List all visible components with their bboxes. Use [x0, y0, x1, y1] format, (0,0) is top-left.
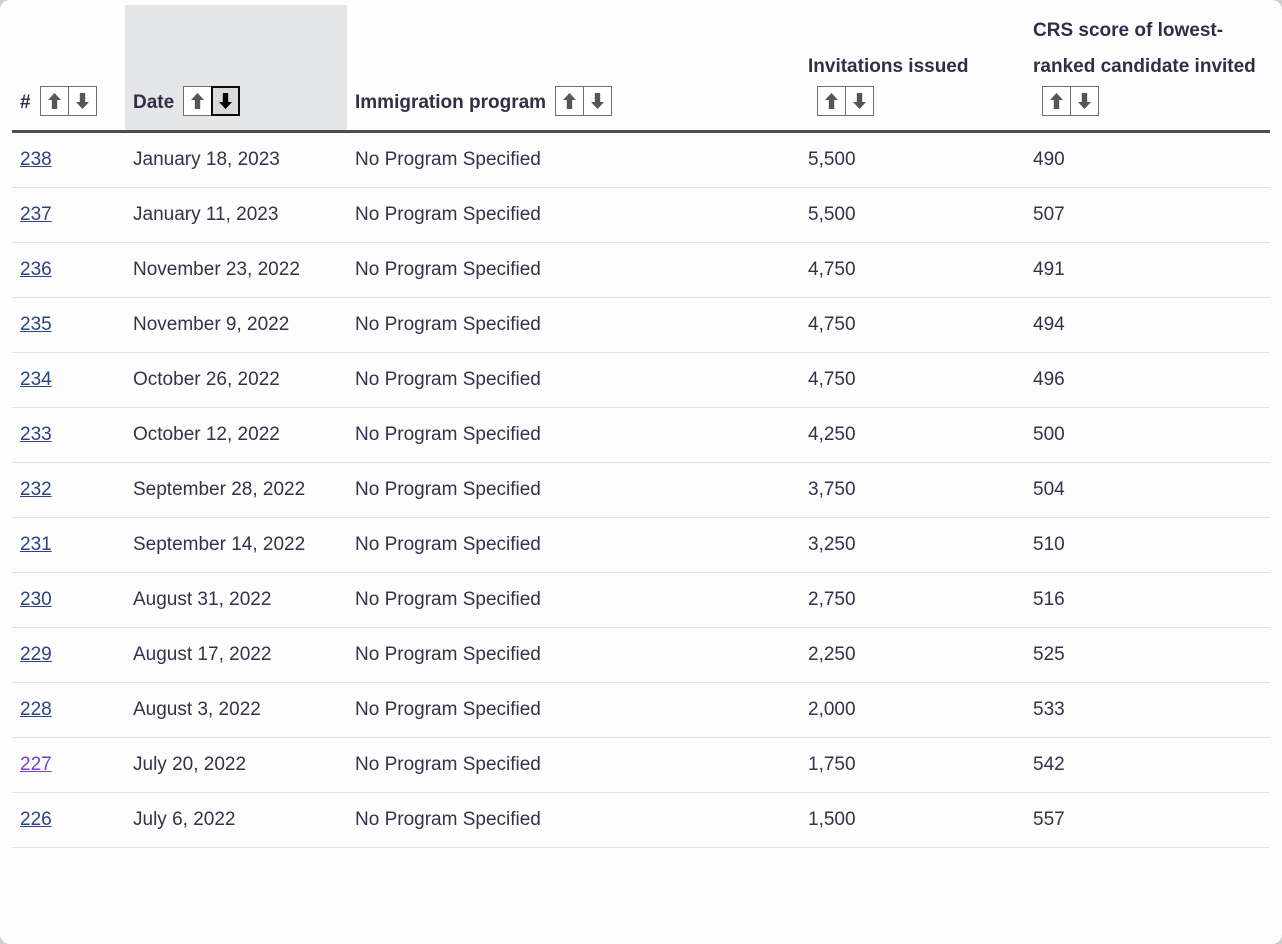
- invitations-cell: 5,500: [800, 188, 1025, 243]
- round-number-link[interactable]: 226: [20, 809, 52, 830]
- column-header-label: #: [20, 92, 31, 113]
- round-number-cell: [12, 463, 125, 518]
- date-cell: November 9, 2022: [125, 298, 347, 353]
- invitations-cell: 2,000: [800, 683, 1025, 738]
- sort-descending-button[interactable]: [1070, 86, 1099, 116]
- date-cell: August 17, 2022: [125, 628, 347, 683]
- round-number-cell: [12, 738, 125, 793]
- column-header-invitations: [800, 5, 1025, 132]
- crs-score-cell: 504: [1025, 463, 1270, 518]
- program-cell: No Program Specified: [347, 573, 800, 628]
- sort-descending-button[interactable]: [68, 86, 97, 116]
- table-row: [12, 353, 1270, 408]
- program-cell: No Program Specified: [347, 298, 800, 353]
- sort-buttons: [183, 86, 240, 116]
- table-row: [12, 683, 1270, 738]
- program-cell: No Program Specified: [347, 518, 800, 573]
- crs-score-cell: 542: [1025, 738, 1270, 793]
- round-number-cell: [12, 628, 125, 683]
- sort-descending-icon: [591, 93, 604, 109]
- date-cell: August 31, 2022: [125, 573, 347, 628]
- invitations-cell: 2,750: [800, 573, 1025, 628]
- date-cell: October 12, 2022: [125, 408, 347, 463]
- crs-score-cell: 525: [1025, 628, 1270, 683]
- round-number-link[interactable]: 233: [20, 424, 52, 445]
- sort-descending-icon: [1078, 93, 1091, 109]
- column-header-date: [125, 5, 347, 132]
- round-number-link[interactable]: 227: [20, 754, 52, 775]
- sort-ascending-icon: [825, 93, 838, 109]
- round-number-link[interactable]: 236: [20, 259, 52, 280]
- sort-ascending-icon: [48, 93, 61, 109]
- date-cell: September 28, 2022: [125, 463, 347, 518]
- program-cell: No Program Specified: [347, 188, 800, 243]
- round-number-cell: [12, 353, 125, 408]
- program-cell: No Program Specified: [347, 628, 800, 683]
- round-number-link[interactable]: 237: [20, 204, 52, 225]
- column-header-label: Date: [133, 92, 175, 113]
- round-number-link[interactable]: 232: [20, 479, 52, 500]
- table-row: [12, 408, 1270, 463]
- round-number-link[interactable]: 235: [20, 314, 52, 335]
- table-row: [12, 518, 1270, 573]
- crs-score-cell: 490: [1025, 132, 1270, 188]
- table-row: [12, 573, 1270, 628]
- sort-ascending-icon: [1050, 93, 1063, 109]
- invitations-cell: 3,250: [800, 518, 1025, 573]
- date-cell: November 23, 2022: [125, 243, 347, 298]
- crs-score-cell: 491: [1025, 243, 1270, 298]
- round-number-link[interactable]: 231: [20, 534, 52, 555]
- crs-score-cell: 510: [1025, 518, 1270, 573]
- program-cell: No Program Specified: [347, 353, 800, 408]
- sort-buttons: [817, 86, 874, 116]
- date-cell: August 3, 2022: [125, 683, 347, 738]
- crs-score-cell: 507: [1025, 188, 1270, 243]
- sort-ascending-button[interactable]: [555, 86, 584, 116]
- sort-descending-button[interactable]: [211, 86, 240, 116]
- table-row: [12, 243, 1270, 298]
- program-cell: No Program Specified: [347, 463, 800, 518]
- table-row: [12, 188, 1270, 243]
- round-number-link[interactable]: 228: [20, 699, 52, 720]
- column-header-label: CRS score of lowest-ranked candidate invited: [1033, 20, 1256, 77]
- round-number-cell: [12, 518, 125, 573]
- round-number-cell: [12, 188, 125, 243]
- table-row: [12, 628, 1270, 683]
- column-header-label: Immigration program: [355, 92, 547, 113]
- table-row: [12, 463, 1270, 518]
- sort-buttons: [40, 86, 97, 116]
- crs-score-cell: 516: [1025, 573, 1270, 628]
- date-cell: July 20, 2022: [125, 738, 347, 793]
- sort-descending-icon: [219, 93, 232, 109]
- sort-buttons: [555, 86, 612, 116]
- sort-ascending-button[interactable]: [1042, 86, 1071, 116]
- crs-score-cell: 557: [1025, 793, 1270, 848]
- round-number-cell: [12, 793, 125, 848]
- invitations-cell: 4,750: [800, 298, 1025, 353]
- program-cell: No Program Specified: [347, 132, 800, 188]
- table-row: [12, 793, 1270, 848]
- sort-descending-button[interactable]: [583, 86, 612, 116]
- sort-ascending-icon: [563, 93, 576, 109]
- round-number-cell: [12, 683, 125, 738]
- column-header-num: [12, 5, 125, 132]
- invitations-cell: 4,250: [800, 408, 1025, 463]
- sort-ascending-button[interactable]: [40, 86, 69, 116]
- round-number-cell: [12, 243, 125, 298]
- table-header-row: [12, 5, 1270, 132]
- sort-buttons: [1042, 86, 1099, 116]
- date-cell: July 6, 2022: [125, 793, 347, 848]
- sort-ascending-button[interactable]: [817, 86, 846, 116]
- crs-score-cell: 494: [1025, 298, 1270, 353]
- invitations-cell: 4,750: [800, 243, 1025, 298]
- invitations-cell: 5,500: [800, 132, 1025, 188]
- round-number-cell: [12, 298, 125, 353]
- sort-ascending-button[interactable]: [183, 86, 212, 116]
- column-header-program: [347, 5, 800, 132]
- program-cell: No Program Specified: [347, 408, 800, 463]
- round-number-cell: [12, 408, 125, 463]
- program-cell: No Program Specified: [347, 683, 800, 738]
- invitations-cell: 3,750: [800, 463, 1025, 518]
- date-cell: January 11, 2023: [125, 188, 347, 243]
- sort-ascending-icon: [191, 93, 204, 109]
- date-cell: January 18, 2023: [125, 132, 347, 188]
- round-number-link[interactable]: 229: [20, 644, 52, 665]
- date-cell: October 26, 2022: [125, 353, 347, 408]
- invitations-cell: 1,750: [800, 738, 1025, 793]
- invitations-cell: 4,750: [800, 353, 1025, 408]
- round-number-link[interactable]: 230: [20, 589, 52, 610]
- program-cell: No Program Specified: [347, 243, 800, 298]
- sort-descending-icon: [853, 93, 866, 109]
- table-row: [12, 132, 1270, 188]
- column-header-label: Invitations issued: [808, 56, 969, 77]
- invitations-cell: 2,250: [800, 628, 1025, 683]
- date-cell: September 14, 2022: [125, 518, 347, 573]
- round-number-cell: [12, 573, 125, 628]
- sort-descending-icon: [76, 93, 89, 109]
- crs-score-cell: 533: [1025, 683, 1270, 738]
- round-number-cell: [12, 132, 125, 188]
- program-cell: No Program Specified: [347, 793, 800, 848]
- rounds-of-invitations-table: [12, 5, 1270, 848]
- crs-score-cell: 500: [1025, 408, 1270, 463]
- crs-score-cell: 496: [1025, 353, 1270, 408]
- round-number-link[interactable]: 234: [20, 369, 52, 390]
- column-header-crs: [1025, 5, 1270, 132]
- invitations-cell: 1,500: [800, 793, 1025, 848]
- table-row: [12, 298, 1270, 353]
- table-row: [12, 738, 1270, 793]
- program-cell: No Program Specified: [347, 738, 800, 793]
- round-number-link[interactable]: 238: [20, 149, 52, 170]
- sort-descending-button[interactable]: [845, 86, 874, 116]
